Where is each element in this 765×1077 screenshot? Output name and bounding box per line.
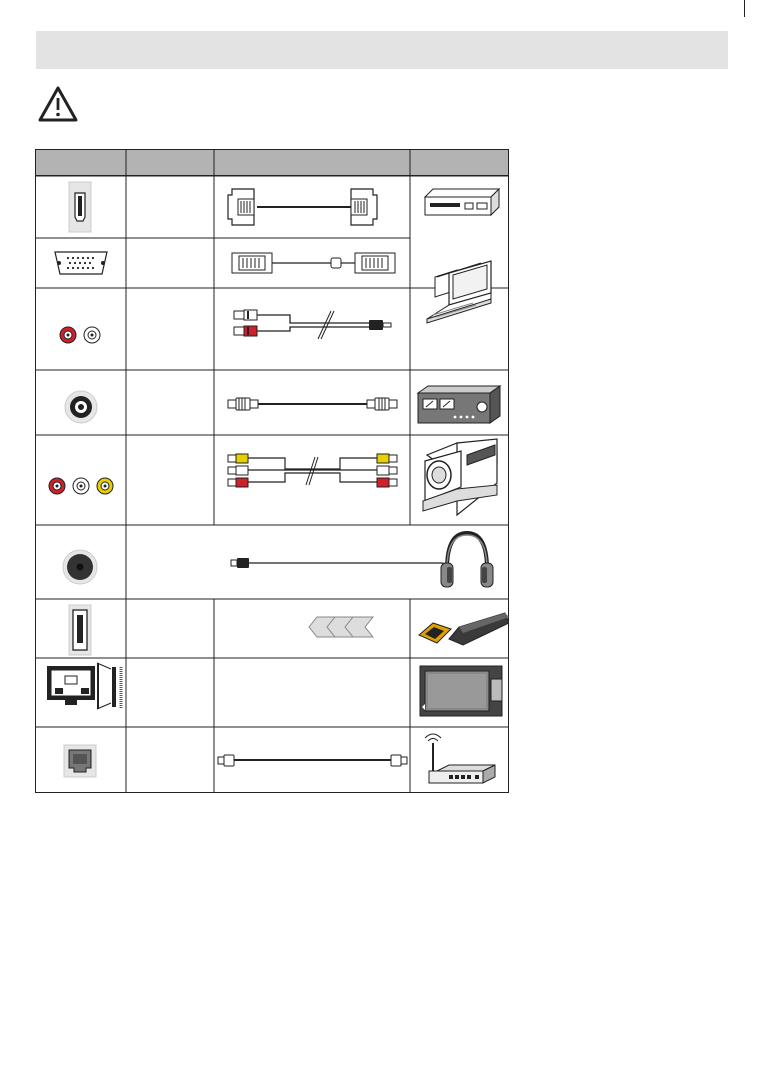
coax-cable-icon [228,398,397,410]
page-corner-mark [744,0,745,17]
cam-module-icon [420,666,502,716]
router-icon [425,734,495,783]
warning-triangle-icon [38,86,78,122]
vga-cable-icon [232,253,395,273]
rca-to-jack-cable-icon [234,310,391,339]
headphones-icon [441,533,493,587]
spdif-coax-port-icon [65,391,97,423]
vga-port-icon [55,252,107,274]
camcorder-icon [423,439,497,515]
pc-audio-rca-port-icon [60,327,100,343]
amplifier-icon [418,386,500,423]
section-header [36,31,728,69]
av-rca-ports-icon [49,478,113,494]
headphone-cable-icon [231,558,447,574]
dvd-recorder-icon [425,189,499,215]
av-cable-icon [228,454,397,487]
headphone-jack-icon [63,550,97,584]
table-header-row [36,150,509,176]
ethernet-port-icon [64,745,96,777]
connection-table [35,149,509,793]
usb-port-icon [69,605,91,655]
hdmi-port-icon [69,182,91,232]
section-title [36,31,728,51]
ci-slot-icon [47,663,121,709]
laptop-icon [427,261,491,323]
usb-stick-icon [419,613,509,645]
ethernet-cable-icon [218,755,407,766]
insert-arrows-icon [309,617,373,637]
hdmi-cable-icon [228,189,377,225]
